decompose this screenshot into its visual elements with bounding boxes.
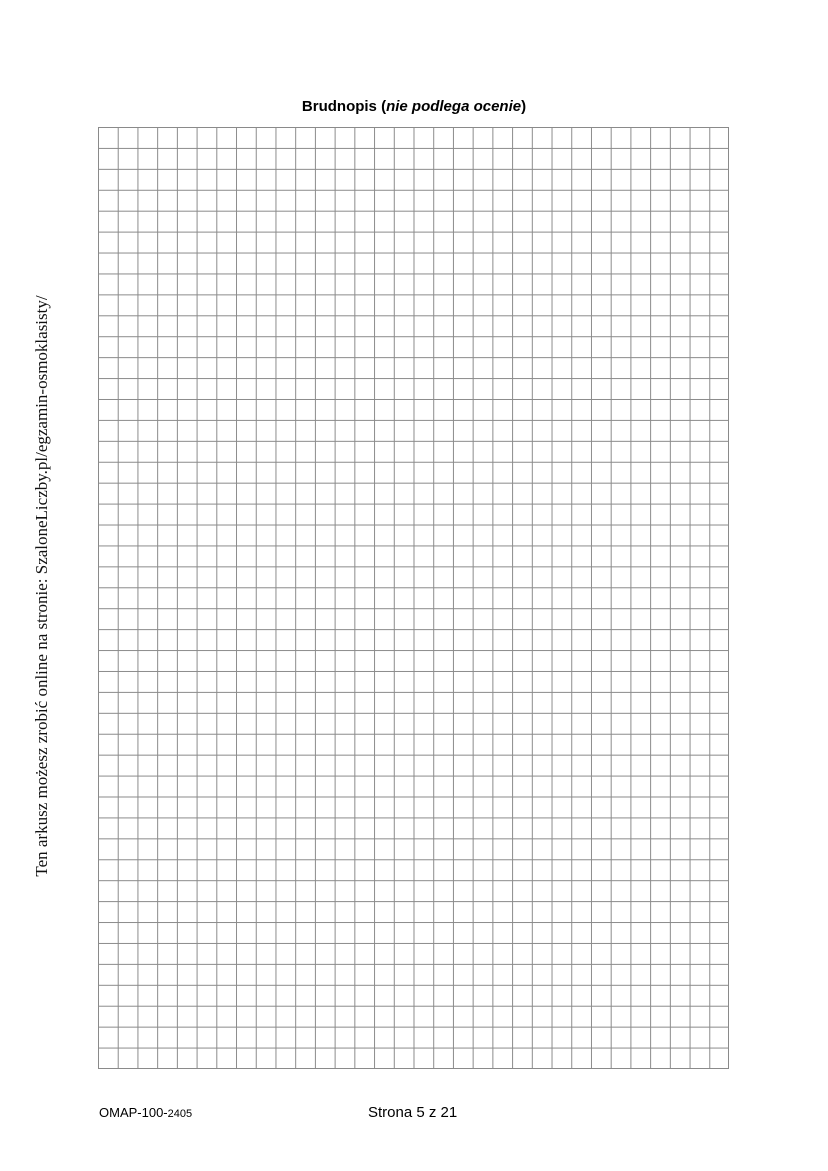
draft-heading-prefix: Brudnopis ( — [301, 98, 387, 115]
draft-heading-suffix: ) — [521, 98, 527, 115]
side-website-note: Ten arkusz możesz zrobić online na stronie: SzaloneLiczby.pl/egzamin-osmoklasisty/ — [32, 295, 51, 877]
draft-heading-note: nie podlega ocenie — [386, 98, 522, 115]
exam-code — [99, 1105, 192, 1120]
draft-heading — [0, 98, 828, 115]
exam-code-suffix: 2405 — [167, 1108, 193, 1120]
page-number: Strona 5 z 21 — [368, 1104, 458, 1121]
exam-code-main: OMAP-100- — [99, 1105, 168, 1120]
scratch-grid — [98, 127, 729, 1069]
